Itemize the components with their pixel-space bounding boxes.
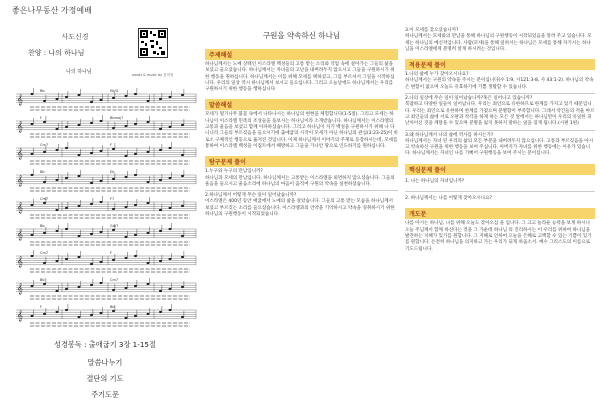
svg-text:𝄞: 𝄞 bbox=[17, 94, 23, 106]
word-text: 모세가 떨기나무 불꽃 속에서 나타나시는 하나님의 현현을 체험합니다(1-5절). 그리고 모세는 하나님이 이스라엘 민족의 조상들을 돌보시는 하나님이라 소개받습니다. 하나님께서는 이스라엘의 고통과 울음을 보셨고 함께 아파하셨습니다. 그리고 하나님이 자기 백성을 구원하시기 위해 나 다니니리 그들의 부르짖음을 들으시기에 출애굽의 시작이 모세가 아닌 하나님의 관심(3:23-25)이 바로소 구체적인 행동으로 옮겨진 것입니다. 이제 하나님께서 이야기의 주제로 등장하시는데, 모세를 통하여 이스라엘 백성을 이집트에서 해방하고 그들을 가나안 땅으로 인도하기를 원하십니다. bbox=[205, 112, 398, 149]
divider bbox=[205, 190, 398, 191]
svg-text:𝄞: 𝄞 bbox=[17, 175, 23, 187]
qr-code-icon bbox=[139, 29, 167, 57]
commitment-prayer: 결단의 기도 bbox=[86, 374, 124, 383]
svg-text:𝄞: 𝄞 bbox=[17, 256, 23, 268]
core-q2: 2. 하나님께서는 나를 어떻게 찾아오시나요? bbox=[405, 196, 492, 202]
svg-text:𝄞: 𝄞 bbox=[17, 148, 23, 160]
closing-prayer-text: 나를 아시는 하나님, 나를 위해 오늘도 찾아오심 을 입니다. 그 크고 놀라운 능력을 보게 하시니 오늘 주님께서 함께 하신다는 것을 그 가운데 하나님 의 진리하시는 이 우리를 위하여 하나님을 발견하는 지혜가 있기를 원합니다. 그 지혜로 인하여 오늘을 은혜로 고백할 수 있는 기쁨이 있기를 원합니다. 온전히 하나님을 의지하고 가는 우리가 되게 하옵소서. 예수 그리스도의 이름으로 기도드립니다. bbox=[405, 221, 592, 252]
svg-text:𝄞: 𝄞 bbox=[17, 202, 23, 214]
chord-label: Cm7 bbox=[40, 197, 49, 201]
application-q1: 1.나의 삶에 누가 찾아오시나요? bbox=[405, 72, 469, 78]
chord-label: Bb bbox=[40, 278, 45, 282]
staff-line-group bbox=[16, 304, 196, 326]
inquiry-q1: 1.누구와 누구의 만남입니까? bbox=[205, 169, 263, 175]
divider bbox=[405, 130, 595, 131]
section-core-heading: 핵심문제 풀이 bbox=[405, 164, 595, 175]
lords-prayer: 주기도문 bbox=[91, 390, 119, 399]
score-title: 나의 하나님 bbox=[66, 69, 92, 75]
section-prayer-heading: 개도문 bbox=[405, 208, 595, 219]
left-column bbox=[10, 22, 200, 415]
creed-title: 사도신경 bbox=[61, 33, 89, 41]
qr-code bbox=[138, 28, 168, 58]
hymn-label: 찬양 : 나의 하나님 bbox=[28, 49, 85, 57]
score-credit: words & music by 김미정 bbox=[132, 73, 174, 77]
chord-label: F bbox=[110, 143, 113, 147]
sermon-sharing: 말씀나누기 bbox=[87, 358, 123, 367]
chord-label: Cm7 bbox=[40, 251, 49, 255]
header-title: 좋은나무동산 가정예배 bbox=[12, 6, 92, 15]
chord-label: Eb/G bbox=[110, 89, 119, 93]
sheet-music bbox=[10, 84, 200, 336]
chord-label: Eb bbox=[110, 170, 115, 174]
application-q3: 3.왜 하나님께서 나의 삶에 역사를 하시는가? bbox=[405, 132, 494, 138]
section-theme-heading: 주제해설 bbox=[205, 49, 398, 60]
chord-label: Cm7 bbox=[110, 278, 119, 282]
scripture-reading: 성경봉독 : 출애굽기 3장 1-15절 bbox=[54, 340, 156, 349]
staff-line-group bbox=[16, 115, 196, 137]
inquiry-q3-text: 하나님께서는 모세와의 만남을 통해 하나님의 구원행동이 시작되었음을 알려 주고 있습니다. 모세는 하나님의 메신저입니다. 사람(모세)을 통해 일하시는 하나님은 모세를 통해 자기시는 하나님을 이스라엘에게 분명히 알게 하시려는 것입니다. bbox=[405, 34, 592, 52]
chord-label: F bbox=[110, 251, 113, 255]
core-q1: 1. 나는 하나님의 자녀입니까? bbox=[405, 178, 465, 184]
page-header bbox=[0, 0, 600, 22]
sermon-title: 구원을 약속하신 하나님 bbox=[262, 31, 341, 40]
chord-label: Bbmaj7 bbox=[110, 116, 124, 120]
application-q2: 2.나의 일상에 무슨 일이 일어났습니까?혹은 일어나고 있습니까? bbox=[405, 96, 533, 102]
right-column bbox=[405, 22, 595, 415]
chord-label: Gm7 bbox=[110, 224, 119, 228]
chord-label: Bb bbox=[110, 305, 115, 309]
divider bbox=[405, 191, 595, 192]
svg-text:𝄞: 𝄞 bbox=[17, 310, 23, 322]
inquiry-q3: 3.이 모세를 찾으셨습니까? bbox=[405, 28, 459, 33]
inquiry-a1: 하나님과 모세의 만남입니다. 하나님께서는 고통받는 이스라엘을 외면하지 않으셨습니다. 그들의 울음을 들으시고 울음소리에 하나님의 마음이 움직여 구원의 약속을 실천하셨습니다. bbox=[205, 175, 395, 187]
divider bbox=[405, 93, 595, 94]
chord-label: Bb bbox=[40, 224, 45, 228]
middle-column bbox=[205, 22, 398, 415]
svg-text:𝄞: 𝄞 bbox=[17, 229, 23, 241]
application-a2: 복잡하고 다양한 일들이 일어납니다. 우리는 죄인으로 유한하므로 한계를 가지고 있기 때문입니다. 우리는 죄인으로 유한하며 한계를 가졌으며 분별함이 부족합니다. 그래서 약간들의 저울 마르고 죄인들의 삶에 서로 오판과 착각을 하게 하는 모든 것 앞에서는 하나님만이 우리의 유일한 피난처이신 것을 깨달을 수 있으며 분별을 잃지 못하지 말하는 일을 겪게 됩니다.(시편 1편) bbox=[405, 102, 595, 127]
svg-text:𝄞: 𝄞 bbox=[17, 283, 23, 295]
inquiry-q2: 2.하나님께서 어떻게 무슨 일이 일어났습니까? bbox=[205, 193, 297, 199]
chord-label: Bb bbox=[40, 89, 45, 93]
svg-text:𝄞: 𝄞 bbox=[17, 121, 23, 133]
section-word-heading: 말씀해설 bbox=[205, 99, 398, 110]
chord-label: F bbox=[40, 116, 43, 120]
chord-label: F7 bbox=[110, 197, 115, 201]
inquiry-a2: 이스라엘은 400년 동안 애굽에서 노예의 삶을 살았습니다. 그들의 고통 받는 모습을 하나님께서 보셨고 부르짖는 소리를 들으셨습니다. 이스라엘과의 언약을 기억하시고 약속을 성취하시기 위한 하나님의 구원행동이 시작되었습니다. bbox=[205, 199, 395, 218]
application-a3: 하나님께서는 자녀 된 우리의 삶의 모든 부분을 내버려두지 않으십니다. 고통과 부르짖음을 아시고 약속하신 구원을 위한 행동을 보여 주십니다. 아버지가 자녀를 위한 행동에는 이유가 있습니다. 하나님께서는 자녀인 나를 기뻐어 구원행동을 보여 주시는 분이십니다. bbox=[405, 138, 594, 157]
section-inquiry-heading: 탐구문제 풀이 bbox=[205, 156, 398, 167]
theme-text: 하나님께서는 노예 상태인 이스라엘 백성들의 고통 받는 소리와 억압 속에 살아가는 그들의 삶을 보셨고 들으셨습니다. 하나님께서는 자녀들의 고난을 내버려두지 않으시고 그들을 구원하시기 위한 행동을 취하십니다. 하나님께서는 이를 위해 모세를 택하셨고, 그를 부르셔서 그일을 시작하십니다. 우리의 일상 역시 하나님께서 보시고 들으십니다. 그리고 오늘날에도 하나님께서는 우리를 구원하시기 위한 행동을 행하십니다. bbox=[205, 62, 395, 93]
section-application-heading: 적용문제 풀이 bbox=[405, 59, 595, 70]
chord-label: Cm7 bbox=[40, 143, 49, 147]
application-a1: 하나님께서는 구원의 약속을 주시는 분이십니다(수 1:9, 시121:3-8, 사 43:1-2). 하나님의 약속은 변함이 없으며 오늘도 유효하기에 기쁨 생활할 수 있습니다. bbox=[405, 78, 594, 90]
chord-label: F bbox=[40, 305, 43, 309]
chord-label: Bb bbox=[40, 170, 45, 174]
